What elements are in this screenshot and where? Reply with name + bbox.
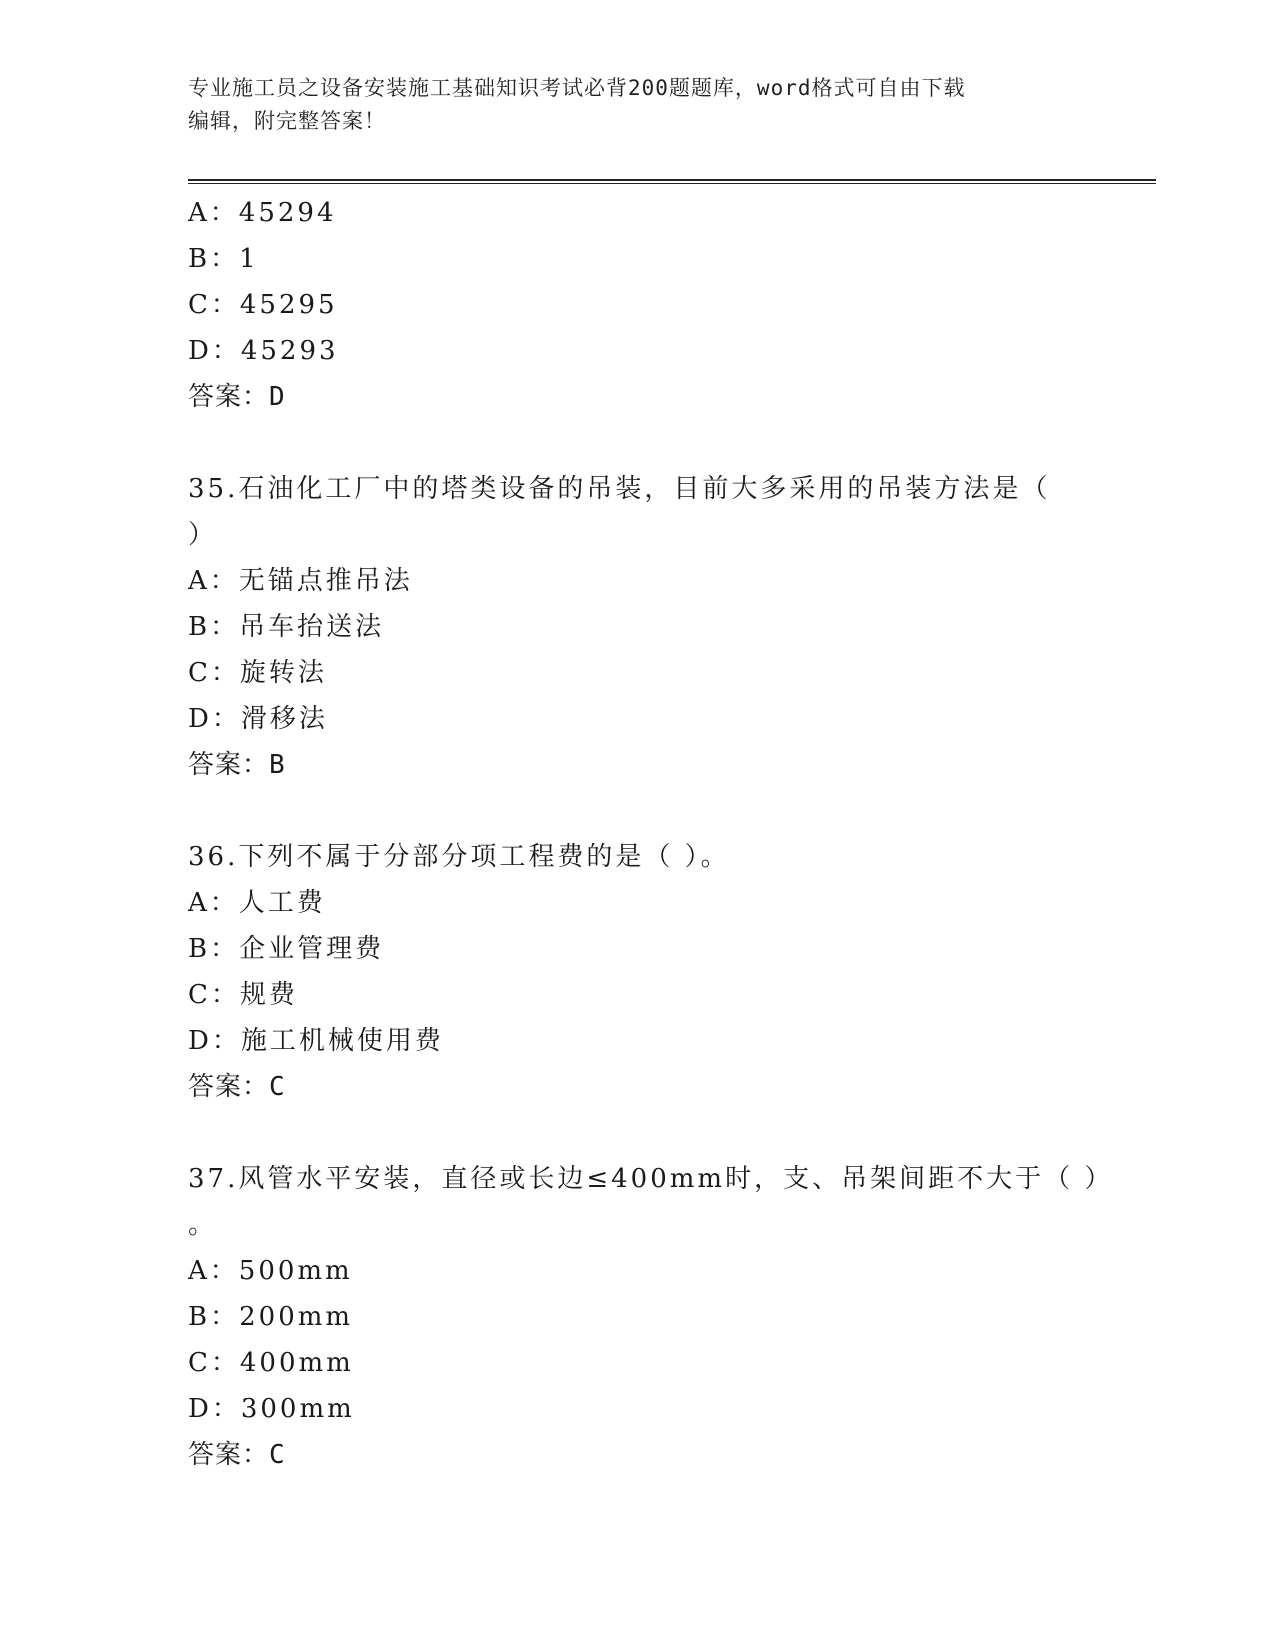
option-b: B：企业管理费 (188, 934, 385, 964)
option-c: C：400mm (188, 1348, 354, 1378)
option-b: B：1 (188, 244, 259, 274)
option-c: C：旋转法 (188, 658, 327, 688)
spacer (188, 788, 1088, 834)
option-c: C：45295 (188, 290, 338, 320)
option-b: B：200mm (188, 1302, 354, 1332)
header-title-line1: 专业施工员之设备安装施工基础知识考试必背200题题库，word格式可自由下载 (188, 76, 966, 100)
answer-line: 答案：C (188, 1072, 286, 1102)
spacer (188, 420, 1088, 466)
question-text: 36.下列不属于分部分项工程费的是（ ）。 (188, 842, 730, 872)
question-text-continued: ） (188, 520, 218, 550)
question-text: 37.风管水平安装，直径或长边≤400mm时，支、吊架间距不大于（ ） (188, 1164, 1114, 1194)
question-list (188, 190, 1114, 1478)
option-a: A：无锚点推吊法 (188, 566, 413, 596)
option-a: A：人工费 (188, 888, 326, 918)
answer-line: 答案：D (188, 382, 286, 412)
option-c: C：规费 (188, 980, 298, 1010)
answer-line: 答案：C (188, 1440, 286, 1470)
question-text-continued: 。 (188, 1210, 218, 1240)
spacer (188, 1110, 1088, 1156)
answer-line: 答案：B (188, 750, 286, 780)
header-divider (188, 179, 1156, 184)
question-block-35 (188, 466, 1088, 788)
question-block-37 (188, 1156, 1114, 1478)
option-d: D：300mm (188, 1394, 355, 1424)
option-a: A：45294 (188, 198, 337, 228)
question-block-36 (188, 834, 1088, 1110)
option-d: D：45293 (188, 336, 339, 366)
document-header (188, 72, 1068, 138)
option-b: B：吊车抬送法 (188, 612, 385, 642)
option-d: D：施工机械使用费 (188, 1026, 444, 1056)
header-title-line2: 编辑，附完整答案！ (188, 109, 386, 133)
option-a: A：500mm (188, 1256, 353, 1286)
question-block-34 (188, 190, 1088, 420)
option-d: D：滑移法 (188, 704, 328, 734)
question-text: 35.石油化工厂中的塔类设备的吊装，目前大多采用的吊装方法是（ (188, 474, 1051, 504)
